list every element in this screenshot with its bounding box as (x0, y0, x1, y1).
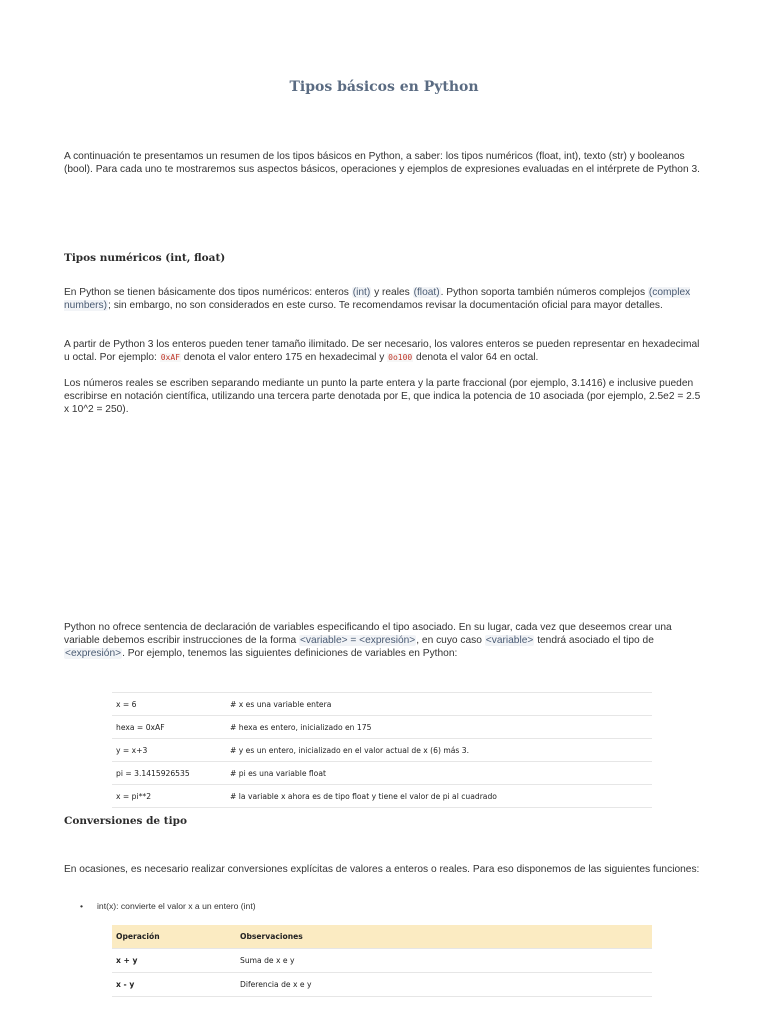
text: Python no ofrece sentencia de declaración de variables especificando el tipo asociado. En su lugar, cada vez que deseemos crear una variable debemos escribir instrucciones de la forma (64, 622, 672, 646)
float-tag: (float) (413, 287, 440, 298)
code-cell: pi = 3.1415926535 (112, 762, 226, 785)
list-item-text: int(x): convierte el valor x a un entero (int) (97, 901, 256, 911)
code-cell: x = 6 (112, 693, 226, 716)
variable-examples-table (112, 692, 652, 808)
table-row (112, 973, 652, 997)
text: denota el valor 64 en octal. (413, 352, 539, 363)
operation-cell: x + y (112, 949, 236, 973)
table-row (112, 785, 652, 808)
comment-cell: # pi es una variable float (226, 762, 652, 785)
column-header-observations: Observaciones (236, 925, 652, 949)
comment-cell: # y es un entero, inicializado en el valor actual de x (6) más 3. (226, 739, 652, 762)
column-header-operation: Operación (112, 925, 236, 949)
octal-code: 0o100 (388, 353, 413, 362)
reals-paragraph: Los números reales se escriben separando mediante un punto la parte entera y la parte fraccional (por ejemplo, 3.1416) e inclusive pueden escribirse en notación científica, utilizando una tercera parte denotada por E, que indica la potencia de 10 asociada (por ejemplo, 2.5e2 = 2.5 x 10^2 = 250). (64, 378, 701, 415)
text: A partir de Python 3 los enteros pueden tener tamaño ilimitado. De ser necesario, los valores enteros se pueden representar en hexadecimal u octal. Por ejemplo: (64, 339, 700, 363)
table-row (112, 739, 652, 762)
intro-paragraph: A continuación te presentamos un resumen de los tipos básicos en Python, a saber: los tipos numéricos (float, int), texto (str) y booleanos (bool). Para cada uno te mostraremos sus aspectos básicos, operaciones y ejemplos de expresiones evaluadas en el intérprete de Python 3. (64, 151, 700, 175)
table-header-row (112, 925, 652, 949)
table-row (112, 716, 652, 739)
text: . Python soporta también números complejos (440, 287, 648, 298)
code-cell: x = pi**2 (112, 785, 226, 808)
text: , en cuyo caso (416, 635, 485, 646)
operation-cell: x - y (112, 973, 236, 997)
table-row (112, 693, 652, 716)
observation-cell: Suma de x e y (236, 949, 652, 973)
section-heading-numeric-types: Tipos numéricos (int, float) (64, 252, 226, 264)
text: y reales (371, 287, 413, 298)
table-row (112, 762, 652, 785)
bullet-marker: • (80, 901, 84, 911)
code-cell: hexa = 0xAF (112, 716, 226, 739)
integers-paragraph (64, 338, 704, 364)
page-title: Tipos básicos en Python (289, 79, 479, 95)
code-cell: y = x+3 (112, 739, 226, 762)
section-heading-type-conversions: Conversiones de tipo (64, 815, 187, 827)
table-row (112, 949, 652, 973)
variable-tag: <variable> (485, 635, 534, 646)
comment-cell: # x es una variable entera (226, 693, 652, 716)
variables-paragraph (64, 621, 704, 660)
text: denota el valor entero 175 en hexadecimal y (180, 352, 388, 363)
int-tag: (int) (352, 287, 371, 298)
assignment-tag: <variable> = <expresión> (299, 635, 416, 646)
complex-tag: (complex numbers) (64, 287, 691, 311)
comment-cell: # la variable x ahora es de tipo float y tiene el valor de pi al cuadrado (226, 785, 652, 808)
hex-code: 0xAF (160, 353, 180, 362)
text: . Por ejemplo, tenemos las siguientes definiciones de variables en Python: (122, 648, 458, 659)
operations-table (112, 925, 652, 997)
text: tendrá asociado el tipo de (534, 635, 654, 646)
numeric-types-paragraph (64, 286, 704, 312)
text: En Python se tienen básicamente dos tipos numéricos: enteros (64, 287, 352, 298)
conversion-functions-list (80, 901, 256, 911)
text: ; sin embargo, no son considerados en este curso. Te recomendamos revisar la documentación oficial para mayor detalles. (108, 300, 663, 311)
expression-tag: <expresión> (65, 648, 122, 659)
comment-cell: # hexa es entero, inicializado en 175 (226, 716, 652, 739)
conversions-paragraph: En ocasiones, es necesario realizar conversiones explícitas de valores a enteros o reales. Para eso disponemos de las siguientes funciones: (64, 864, 700, 875)
observation-cell: Diferencia de x e y (236, 973, 652, 997)
list-item (80, 901, 256, 911)
